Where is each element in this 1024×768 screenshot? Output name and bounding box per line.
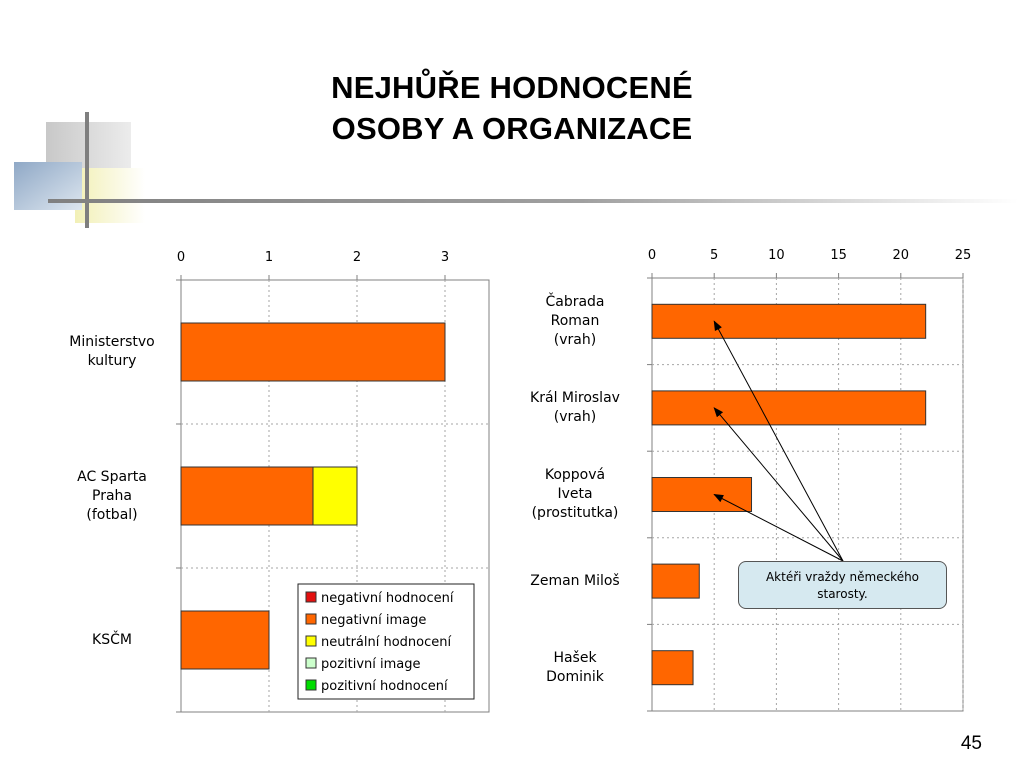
left-chart-tick-label: 1: [264, 250, 274, 265]
legend-label: negativní hodnocení: [321, 591, 454, 606]
right-chart-category-label: Hašek Dominik: [546, 649, 604, 685]
left-chart-category-label: AC Sparta Praha (fotbal): [77, 468, 147, 523]
right-chart-category-label: Zeman Miloš: [530, 572, 620, 589]
left-chart-tick-label: 3: [440, 250, 450, 265]
right-chart-bar: [652, 304, 926, 338]
left-chart-tick-label: 2: [352, 250, 362, 265]
right-chart-tick-label: 0: [647, 248, 657, 263]
legend-label: pozitivní hodnocení: [321, 679, 448, 694]
left-chart-tick-label: 0: [176, 250, 186, 265]
legend-label: pozitivní image: [321, 657, 421, 672]
right-chart-bar: [652, 391, 926, 425]
page-number: 45: [960, 733, 982, 754]
legend-label: negativní image: [321, 613, 427, 628]
left-chart-category-label: KSČM: [92, 631, 132, 648]
right-chart-category-label: Král Miroslav (vrah): [530, 389, 620, 425]
callout-box: Aktéři vraždy německého starosty.: [738, 561, 947, 609]
left-chart-category-label: Ministerstvo kultury: [69, 334, 155, 369]
right-chart-tick-label: 20: [892, 248, 910, 263]
right-chart-category-label: Koppová Iveta (prostitutka): [531, 467, 619, 521]
slide-title-line1: NEJHŮŘE HODNOCENÉ: [331, 70, 693, 105]
right-chart-bar: [652, 651, 693, 685]
slide-title-line2: OSOBY A ORGANIZACE: [331, 111, 693, 146]
right-chart-tick-label: 15: [830, 248, 847, 263]
right-chart-tick-label: 5: [710, 248, 719, 263]
legend-label: neutrální hodnocení: [321, 635, 452, 650]
right-chart-category-label: Čabrada Roman (vrah): [545, 293, 605, 348]
right-chart-bar: [652, 564, 699, 598]
right-chart-tick-label: 25: [954, 248, 972, 263]
right-chart-tick-label: 10: [768, 248, 785, 263]
